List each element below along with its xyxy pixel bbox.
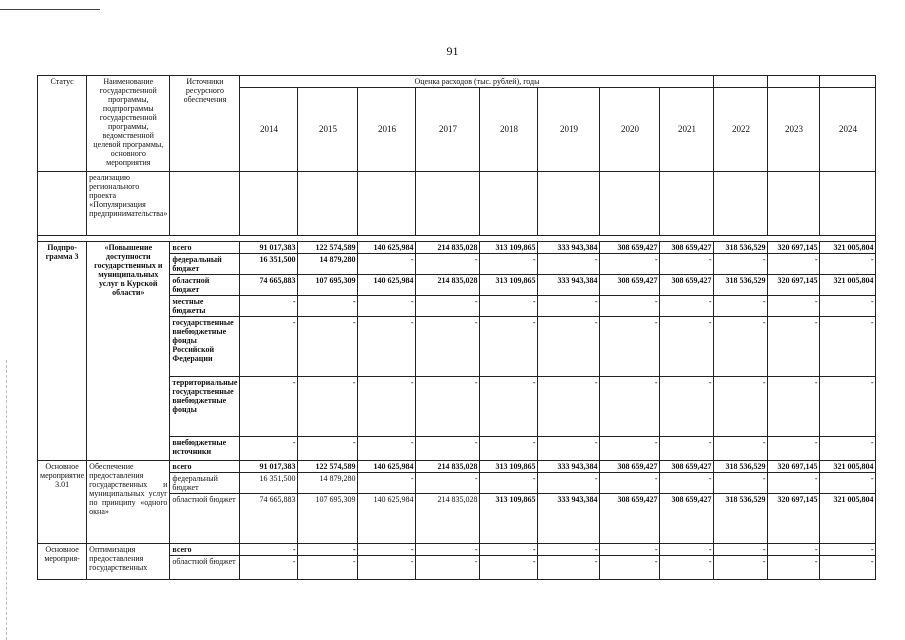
value-cell: -: [714, 556, 768, 580]
measure2-name: Оптимизация предоставления государственных: [87, 544, 170, 580]
value-cell: -: [768, 437, 820, 461]
value-cell: -: [768, 377, 820, 437]
value-cell: 320 697,145: [768, 275, 820, 296]
year-header: 2016: [358, 88, 416, 172]
value-cell: -: [358, 556, 416, 580]
cont-value: [768, 172, 820, 236]
value-cell: -: [538, 377, 600, 437]
value-cell: 320 697,145: [768, 242, 820, 254]
value-cell: -: [416, 544, 480, 556]
year-header: 2017: [416, 88, 480, 172]
value-cell: -: [358, 544, 416, 556]
value-cell: -: [358, 296, 416, 317]
measure2-status: Основное мероприя-: [38, 544, 87, 580]
value-cell: -: [600, 317, 660, 377]
source-label: областной бюджет: [170, 275, 240, 296]
value-cell: 107 695,309: [298, 494, 358, 544]
cont-value: [416, 172, 480, 236]
value-cell: -: [820, 254, 876, 275]
value-cell: -: [416, 254, 480, 275]
year-header: 2024: [820, 88, 876, 172]
value-cell: 318 536,529: [714, 242, 768, 254]
value-cell: -: [480, 254, 538, 275]
year-header: 2015: [298, 88, 358, 172]
value-cell: -: [600, 556, 660, 580]
value-cell: 318 536,529: [714, 494, 768, 544]
value-cell: -: [660, 556, 714, 580]
expense-table: [37, 75, 876, 580]
value-cell: -: [298, 317, 358, 377]
value-cell: -: [298, 544, 358, 556]
binding-mark: [6, 360, 7, 640]
value-cell: 321 005,804: [820, 242, 876, 254]
value-cell: 308 659,427: [660, 461, 714, 473]
value-cell: 333 943,384: [538, 494, 600, 544]
value-cell: -: [660, 296, 714, 317]
value-cell: -: [714, 254, 768, 275]
value-cell: -: [660, 377, 714, 437]
top-rule: [0, 9, 100, 10]
cont-value: [820, 172, 876, 236]
value-cell: 321 005,804: [820, 275, 876, 296]
value-cell: 107 695,309: [298, 275, 358, 296]
value-cell: -: [660, 317, 714, 377]
header-expenses: Оценка расходов (тыс. рублей), годы: [240, 76, 714, 88]
value-cell: -: [480, 377, 538, 437]
header-spacer: [714, 76, 768, 88]
value-cell: -: [768, 296, 820, 317]
header-name: Наименование государственной программы, подпрограммы государственной программы, ведомственной целевой программы, основного мероприятия: [87, 76, 170, 172]
value-cell: -: [538, 556, 600, 580]
value-cell: 14 879,280: [298, 473, 358, 494]
header-spacer: [768, 76, 820, 88]
year-header: 2023: [768, 88, 820, 172]
value-cell: 333 943,384: [538, 242, 600, 254]
measure2-row: [38, 544, 876, 556]
source-label: федеральный бюджет: [170, 254, 240, 275]
value-cell: -: [358, 377, 416, 437]
value-cell: 333 943,384: [538, 461, 600, 473]
value-cell: -: [298, 556, 358, 580]
value-cell: -: [240, 437, 298, 461]
value-cell: -: [600, 377, 660, 437]
value-cell: -: [820, 317, 876, 377]
value-cell: 320 697,145: [768, 461, 820, 473]
value-cell: -: [416, 296, 480, 317]
value-cell: -: [714, 296, 768, 317]
source-label: областной бюджет: [170, 494, 240, 544]
value-cell: -: [714, 473, 768, 494]
subprogram-row: [38, 242, 876, 254]
year-header: 2021: [660, 88, 714, 172]
value-cell: -: [538, 296, 600, 317]
cont-value: [240, 172, 298, 236]
year-header: 2019: [538, 88, 600, 172]
value-cell: -: [298, 437, 358, 461]
value-cell: -: [660, 544, 714, 556]
value-cell: -: [538, 437, 600, 461]
cont-value: [538, 172, 600, 236]
value-cell: 214 835,028: [416, 275, 480, 296]
value-cell: -: [358, 473, 416, 494]
value-cell: 74 665,883: [240, 494, 298, 544]
value-cell: -: [480, 544, 538, 556]
value-cell: -: [538, 317, 600, 377]
source-label: всего: [170, 544, 240, 556]
measure1-status: Основное мероприятие 3.01: [38, 461, 87, 544]
subprogram-status: Подпрограмма 3: [38, 242, 87, 461]
value-cell: -: [480, 473, 538, 494]
value-cell: -: [600, 473, 660, 494]
source-label: федеральный бюджет: [170, 473, 240, 494]
measure1-name: Обеспечение предоставления государственных и муниципальных услуг по принципу «одного окна»: [87, 461, 170, 544]
value-cell: 313 109,865: [480, 275, 538, 296]
source-label: внебюджетные источники: [170, 437, 240, 461]
value-cell: -: [820, 296, 876, 317]
value-cell: -: [416, 473, 480, 494]
value-cell: -: [416, 317, 480, 377]
value-cell: 16 351,500: [240, 473, 298, 494]
cont-status: [38, 172, 87, 236]
cont-name: реализацию регионального проекта «Популяризация предпринимательства»: [87, 172, 170, 236]
value-cell: -: [298, 296, 358, 317]
cont-value: [298, 172, 358, 236]
value-cell: -: [538, 544, 600, 556]
value-cell: 333 943,384: [538, 275, 600, 296]
value-cell: -: [820, 377, 876, 437]
value-cell: 91 017,383: [240, 242, 298, 254]
value-cell: -: [714, 317, 768, 377]
value-cell: 308 659,427: [600, 461, 660, 473]
value-cell: -: [480, 317, 538, 377]
value-cell: -: [600, 544, 660, 556]
year-header: 2020: [600, 88, 660, 172]
header-status: Статус: [38, 76, 87, 172]
value-cell: -: [480, 437, 538, 461]
value-cell: 308 659,427: [600, 494, 660, 544]
value-cell: -: [768, 473, 820, 494]
year-header: 2022: [714, 88, 768, 172]
value-cell: -: [768, 254, 820, 275]
value-cell: -: [600, 296, 660, 317]
value-cell: -: [240, 544, 298, 556]
value-cell: -: [820, 473, 876, 494]
value-cell: -: [820, 556, 876, 580]
value-cell: 214 835,028: [416, 242, 480, 254]
source-label: областной бюджет: [170, 556, 240, 580]
value-cell: -: [714, 437, 768, 461]
value-cell: -: [820, 544, 876, 556]
value-cell: 308 659,427: [600, 275, 660, 296]
page-number: 91: [446, 44, 459, 58]
cont-value: [358, 172, 416, 236]
value-cell: -: [538, 254, 600, 275]
cont-value: [480, 172, 538, 236]
value-cell: -: [768, 317, 820, 377]
value-cell: 313 109,865: [480, 494, 538, 544]
value-cell: 16 351,500: [240, 254, 298, 275]
value-cell: 318 536,529: [714, 461, 768, 473]
cont-value: [660, 172, 714, 236]
value-cell: -: [600, 437, 660, 461]
value-cell: 321 005,804: [820, 494, 876, 544]
value-cell: 308 659,427: [660, 242, 714, 254]
value-cell: 321 005,804: [820, 461, 876, 473]
value-cell: 140 625,984: [358, 494, 416, 544]
measure1-row: [38, 461, 876, 473]
value-cell: -: [480, 556, 538, 580]
source-label: местные бюджеты: [170, 296, 240, 317]
header-row: [38, 76, 876, 88]
value-cell: 308 659,427: [660, 275, 714, 296]
value-cell: -: [358, 437, 416, 461]
value-cell: 318 536,529: [714, 275, 768, 296]
value-cell: -: [240, 317, 298, 377]
value-cell: -: [416, 437, 480, 461]
value-cell: 313 109,865: [480, 461, 538, 473]
value-cell: 320 697,145: [768, 494, 820, 544]
value-cell: -: [768, 544, 820, 556]
source-label: государственные внебюджетные фонды Российской Федерации: [170, 317, 240, 377]
cont-value: [600, 172, 660, 236]
value-cell: 14 879,280: [298, 254, 358, 275]
cont-value: [714, 172, 768, 236]
value-cell: -: [240, 556, 298, 580]
continuation-row: [38, 172, 876, 236]
value-cell: -: [358, 254, 416, 275]
year-header: 2014: [240, 88, 298, 172]
year-header: 2018: [480, 88, 538, 172]
value-cell: 140 625,984: [358, 242, 416, 254]
value-cell: 214 835,028: [416, 494, 480, 544]
value-cell: 214 835,028: [416, 461, 480, 473]
value-cell: 140 625,984: [358, 461, 416, 473]
value-cell: 122 574,589: [298, 242, 358, 254]
header-sources: Источники ресурсного обеспечения: [170, 76, 240, 172]
value-cell: -: [660, 437, 714, 461]
value-cell: -: [416, 377, 480, 437]
value-cell: 313 109,865: [480, 242, 538, 254]
value-cell: 74 665,883: [240, 275, 298, 296]
value-cell: -: [714, 544, 768, 556]
value-cell: -: [358, 317, 416, 377]
value-cell: 308 659,427: [600, 242, 660, 254]
value-cell: -: [660, 473, 714, 494]
header-spacer: [820, 76, 876, 88]
cont-source: [170, 172, 240, 236]
source-label: всего: [170, 461, 240, 473]
source-label: территориальные государственные внебюджетные фонды: [170, 377, 240, 437]
value-cell: -: [240, 296, 298, 317]
source-label: всего: [170, 242, 240, 254]
value-cell: 91 017,383: [240, 461, 298, 473]
value-cell: -: [660, 254, 714, 275]
value-cell: -: [820, 437, 876, 461]
value-cell: 122 574,589: [298, 461, 358, 473]
value-cell: 308 659,427: [660, 494, 714, 544]
value-cell: 140 625,984: [358, 275, 416, 296]
value-cell: -: [298, 377, 358, 437]
value-cell: -: [240, 377, 298, 437]
value-cell: -: [768, 556, 820, 580]
value-cell: -: [480, 296, 538, 317]
value-cell: -: [714, 377, 768, 437]
subprogram-name: «Повышение доступности государственных и муниципальных услуг в Курской области»: [87, 242, 170, 461]
value-cell: -: [600, 254, 660, 275]
value-cell: -: [416, 556, 480, 580]
value-cell: -: [538, 473, 600, 494]
